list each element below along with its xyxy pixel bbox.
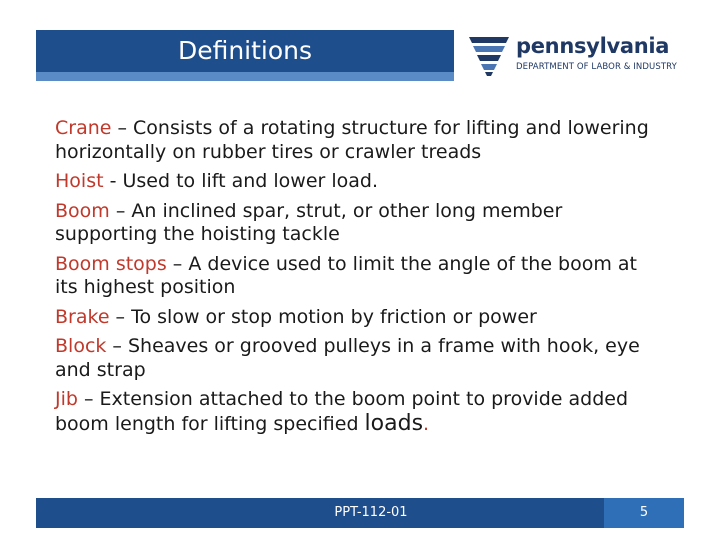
definition-text: – An inclined spar, strut, or other long member supporting the hoisting tackle [55, 199, 563, 245]
definition-text: – Extension attached to the boom point to provide added boom length for lifting specified [55, 388, 629, 435]
logo-subtitle: DEPARTMENT OF LABOR & INDUSTRY [516, 62, 677, 72]
logo-wordmark: pennsylvania [516, 34, 670, 58]
term: Block [55, 335, 107, 357]
pa-logo [466, 32, 696, 80]
definition-jib [55, 388, 665, 436]
definition-boom-stops [55, 253, 665, 300]
definition-text: - Used to lift and lower load. [103, 170, 379, 192]
slide-title: Definitions [177, 36, 313, 65]
term: Jib [55, 388, 78, 410]
definition-brake [55, 306, 665, 330]
definition-tail-end: . [423, 412, 430, 435]
term: Hoist [55, 170, 104, 192]
definition-text: – A device used to limit the angle of the boom at its highest position [55, 252, 638, 298]
footer-code: PPT-112-01 [334, 505, 408, 520]
title-underline [36, 72, 454, 81]
definition-block [55, 335, 665, 382]
definitions-list [55, 117, 665, 442]
term: Boom [55, 199, 110, 222]
term: Brake [55, 305, 110, 328]
definition-crane [55, 117, 665, 164]
title-bar [36, 30, 454, 72]
definition-text: – Sheaves or grooved pulleys in a frame with hook, eye and strap [55, 335, 640, 381]
definition-text: – Consists of a rotating structure for lifting and lowering horizontally on rubber tires or crawler treads [55, 117, 649, 163]
footer-bar [36, 498, 604, 528]
page-number: 5 [639, 505, 649, 520]
term: Crane [55, 117, 112, 139]
definition-tail: loads [364, 410, 424, 436]
definition-boom [55, 200, 665, 247]
page-number-box [604, 498, 684, 528]
keystone-icon [466, 34, 512, 78]
definition-text: – To slow or stop motion by friction or power [109, 305, 537, 328]
definition-hoist [55, 170, 665, 194]
term: Boom stops [55, 252, 167, 275]
